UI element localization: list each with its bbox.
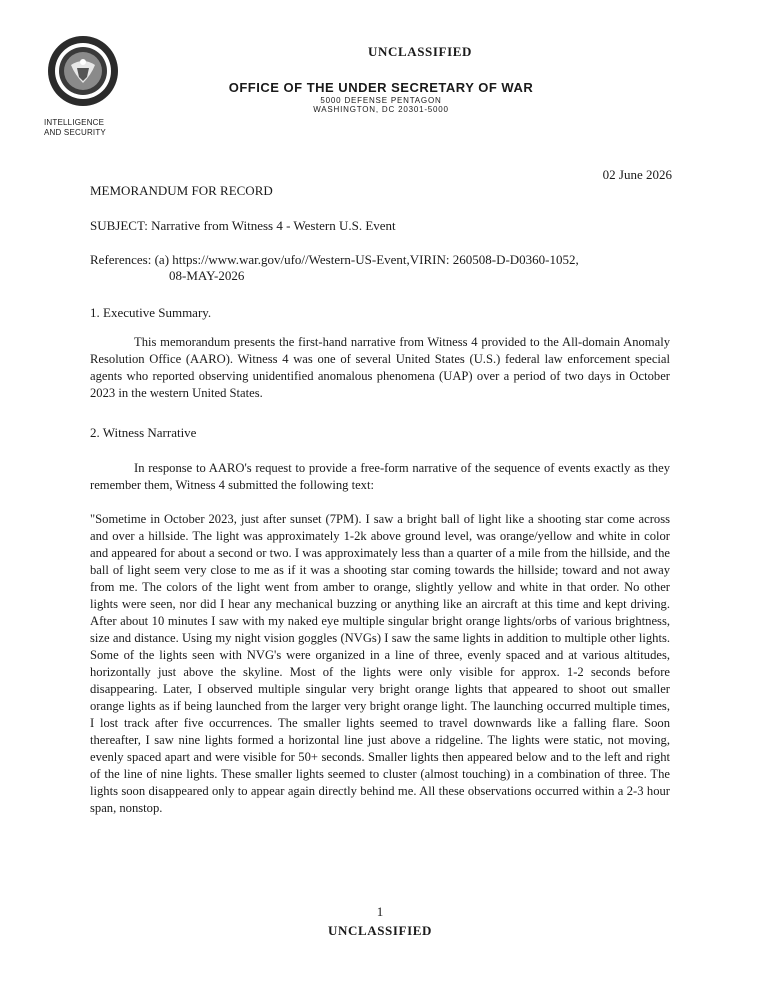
seal-caption xyxy=(44,118,124,138)
memo-title: MEMORANDUM FOR RECORD xyxy=(90,183,273,198)
office-name: OFFICE OF THE UNDER SECRETARY OF WAR xyxy=(228,80,534,95)
letterhead xyxy=(206,80,556,114)
memo-date: 02 June 2026 xyxy=(602,167,672,182)
executive-summary-paragraph: This memorandum presents the first-hand narrative from Witness 4 provided to the All-domain Anomaly Resolution Office (AARO). Witness 4 was one of several United States (U.S.) federal law enforcement special agents who reported observing unidentified anomalous phenomena (UAP) over a period of two days in October 2023 in the western United States. xyxy=(90,335,670,400)
witness-intro-paragraph: In response to AARO's request to provide a free-form narrative of the sequence of events exactly as they remember them, Witness 4 submitted the following text: xyxy=(90,461,670,492)
memo-references xyxy=(90,252,579,284)
section-heading-executive-summary: 1. Executive Summary. xyxy=(90,305,212,320)
classification-marking-bottom: UNCLASSIFIED xyxy=(327,923,432,938)
page-number: 1 xyxy=(376,904,384,919)
classification-marking-top: UNCLASSIFIED xyxy=(367,44,472,59)
seal-caption-line1: INTELLIGENCE xyxy=(44,118,105,127)
witness-narrative-text: "Sometime in October 2023, just after sunset (7PM). I saw a bright ball of light like a shooting star come across and over a hillside. The light was approximately 1-2k above ground level, was orange/yellow and white in color and appeared for about a second or two. I was approximately less than a quarter of a mile from the hillside, and the ball of light seem very close to me as if it was a shooting star coming towards the hillside; toward and not away from me. The colors of the light went from amber to orange, slightly yellow and white in that order. No other lights were seen, nor did I hear any mechanical buzzing or anything like an aircraft at this time and kept driving. After about 10 minutes I saw with my naked eye multiple singular bright orange lights/orbs of various brightness, size and distance. Using my night vision goggles (NVGs) I saw the same lights in addition to multiple other lights. Some of the lights seen with NVG's were organized in a line of three, evenly spaced and at various altitudes, horizontally just above the skyline. Most of the lights were only visible for approx. 1-2 seconds before disappearing. Later, I observed multiple singular very bright orange lights that appeared to shoot out smaller orange lights as if being launched from the larger very bright orange light. The launching occurred multiple times, I lost track after five occurrences. The smaller lights seemed to travel downwards like a falling flare. Soon thereafter, I saw nine lights formed a horizontal line just above a ridgeline. The lights were static, not moving, evenly spaced apart and were visible for 50+ seconds. Smaller lights then appeared below and to the left and right of the line of nine lights. These smaller lights seemed to cluster (almost touching) in a combination of three. The lights soon disappeared only to appear again directly behind me. All these observations occurred within a 2-3 hour span, nonstop. xyxy=(90,512,670,815)
office-address-line2: WASHINGTON, DC 20301-5000 xyxy=(313,105,449,114)
references-line2: 08-MAY-2026 xyxy=(169,268,245,283)
seal-caption-line2: AND SECURITY xyxy=(44,128,106,137)
references-line1: References: (a) https://www.war.gov/ufo//Western-US-Event,VIRIN: 260508-D-D0360-1052, xyxy=(90,252,579,267)
office-address-line1: 5000 DEFENSE PENTAGON xyxy=(320,96,442,105)
section-heading-witness-narrative: 2. Witness Narrative xyxy=(90,425,197,440)
memo-subject: SUBJECT: Narrative from Witness 4 - Western U.S. Event xyxy=(90,218,396,233)
